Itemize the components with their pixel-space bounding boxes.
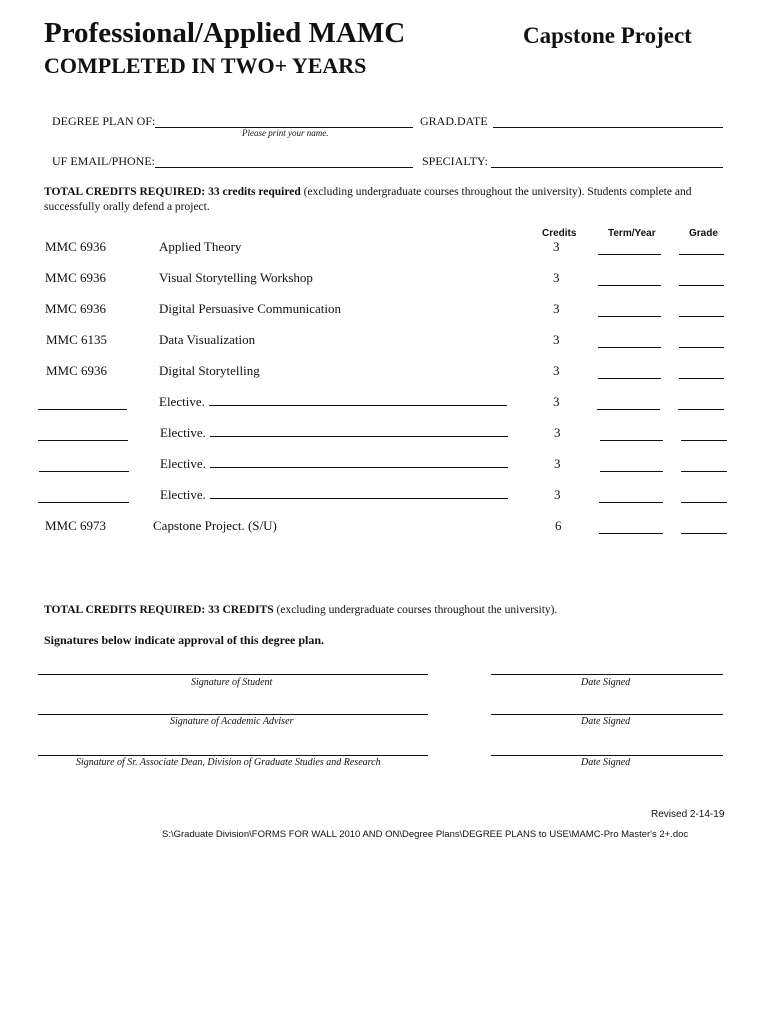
grade-field[interactable] [681, 440, 727, 441]
term-year-field[interactable] [599, 533, 663, 534]
term-year-field[interactable] [598, 378, 661, 379]
term-year-field[interactable] [598, 254, 661, 255]
form-title: Professional/Applied MAMC [44, 17, 406, 49]
dean-date-line[interactable] [491, 755, 723, 756]
project-type: Capstone Project [523, 23, 692, 48]
specialty-label: SPECIALTY: [422, 154, 488, 168]
grade-field[interactable] [681, 471, 727, 472]
grade-field[interactable] [679, 316, 724, 317]
course-code: MMC 6135 [46, 332, 108, 347]
term-year-field[interactable] [598, 316, 661, 317]
course-title: Capstone Project. (S/U) [153, 518, 277, 533]
elective-name-field[interactable] [210, 487, 508, 499]
credits-requirement-note [44, 185, 724, 215]
credits-column-header: Credits [542, 228, 577, 239]
specialty-field[interactable] [491, 167, 723, 168]
grad-date-label: GRAD.DATE [420, 114, 488, 128]
dean-signature-line[interactable] [38, 755, 428, 756]
course-title: Data Visualization [159, 332, 256, 347]
course-title: Visual Storytelling Workshop [159, 270, 313, 285]
elective-name-field[interactable] [210, 456, 508, 468]
elective-title [160, 487, 508, 503]
total-credits-bold: TOTAL CREDITS REQUIRED: 33 CREDITS [44, 604, 274, 616]
signatures-intro: Signatures below indicate approval of this degree plan. [44, 633, 325, 647]
elective-label: Elective. [160, 487, 206, 502]
course-code-field[interactable] [38, 409, 127, 410]
dean-date-caption: Date Signed [581, 757, 631, 768]
term-year-field[interactable] [599, 502, 663, 503]
degree-plan-label: DEGREE PLAN OF: [52, 114, 156, 128]
elective-title [160, 456, 508, 472]
course-code: MMC 6936 [46, 363, 108, 378]
course-credits: 3 [553, 301, 560, 316]
print-name-hint: Please print your name. [242, 128, 329, 138]
grade-field[interactable] [679, 254, 724, 255]
course-credits: 3 [554, 425, 561, 440]
elective-label: Elective. [160, 425, 206, 440]
elective-name-field[interactable] [210, 425, 508, 437]
course-credits: 3 [553, 239, 560, 254]
file-path: S:\Graduate Division\FORMS FOR WALL 2010 AND ON\Degree Plans\DEGREE PLANS to USE\MAMC-Pro Master's 2+.doc [162, 829, 689, 840]
grad-date-field[interactable] [493, 127, 723, 128]
total-credits-rest: (excluding undergraduate courses throughout the university). [273, 604, 558, 616]
advisor-signature-caption: Signature of Academic Adviser [170, 716, 294, 727]
grade-field[interactable] [679, 285, 724, 286]
grade-field[interactable] [679, 378, 724, 379]
elective-name-field[interactable] [209, 394, 507, 406]
form-subtitle: COMPLETED IN TWO+ YEARS [44, 53, 367, 78]
advisor-date-caption: Date Signed [581, 716, 631, 727]
course-credits: 3 [553, 270, 560, 285]
elective-label: Elective. [159, 394, 205, 409]
term-year-column-header: Term/Year [608, 228, 656, 239]
student-signature-caption: Signature of Student [191, 677, 273, 688]
credits-requirement-rest: (excluding undergraduate courses throughout the university). Students complete and successfully orally defend a project. [44, 186, 692, 213]
course-title: Applied Theory [159, 239, 242, 254]
course-title: Digital Storytelling [159, 363, 260, 378]
term-year-field[interactable] [598, 285, 661, 286]
course-code: MMC 6973 [45, 518, 107, 533]
credits-requirement-bold: TOTAL CREDITS REQUIRED: 33 credits required [44, 186, 301, 198]
course-code: MMC 6936 [45, 270, 107, 285]
email-phone-field[interactable] [155, 167, 413, 168]
course-code-field[interactable] [39, 471, 129, 472]
course-credits: 3 [553, 394, 560, 409]
elective-title [159, 394, 507, 410]
course-code: MMC 6936 [45, 301, 107, 316]
student-date-caption: Date Signed [581, 677, 631, 688]
course-code: MMC 6936 [45, 239, 107, 254]
grade-field[interactable] [678, 409, 724, 410]
advisor-signature-line[interactable] [38, 714, 428, 715]
course-title: Digital Persuasive Communication [159, 301, 341, 316]
revision-date: Revised 2-14-19 [651, 809, 725, 820]
course-code-field[interactable] [38, 502, 129, 503]
term-year-field[interactable] [597, 409, 660, 410]
course-credits: 3 [553, 363, 560, 378]
term-year-field[interactable] [600, 471, 663, 472]
course-credits: 3 [553, 332, 560, 347]
course-credits: 3 [554, 456, 561, 471]
course-code-field[interactable] [38, 440, 128, 441]
student-date-line[interactable] [491, 674, 723, 675]
advisor-date-line[interactable] [491, 714, 723, 715]
elective-label: Elective. [160, 456, 206, 471]
dean-signature-caption: Signature of Sr. Associate Dean, Division of Graduate Studies and Research [76, 757, 381, 768]
elective-title [160, 425, 508, 441]
grade-column-header: Grade [689, 228, 718, 239]
grade-field[interactable] [681, 533, 727, 534]
total-credits-note [44, 603, 557, 618]
term-year-field[interactable] [598, 347, 661, 348]
grade-field[interactable] [679, 347, 724, 348]
course-credits: 6 [555, 518, 562, 533]
grade-field[interactable] [681, 502, 727, 503]
student-signature-line[interactable] [38, 674, 428, 675]
email-phone-label: UF EMAIL/PHONE: [52, 154, 156, 168]
course-credits: 3 [554, 487, 561, 502]
term-year-field[interactable] [600, 440, 663, 441]
